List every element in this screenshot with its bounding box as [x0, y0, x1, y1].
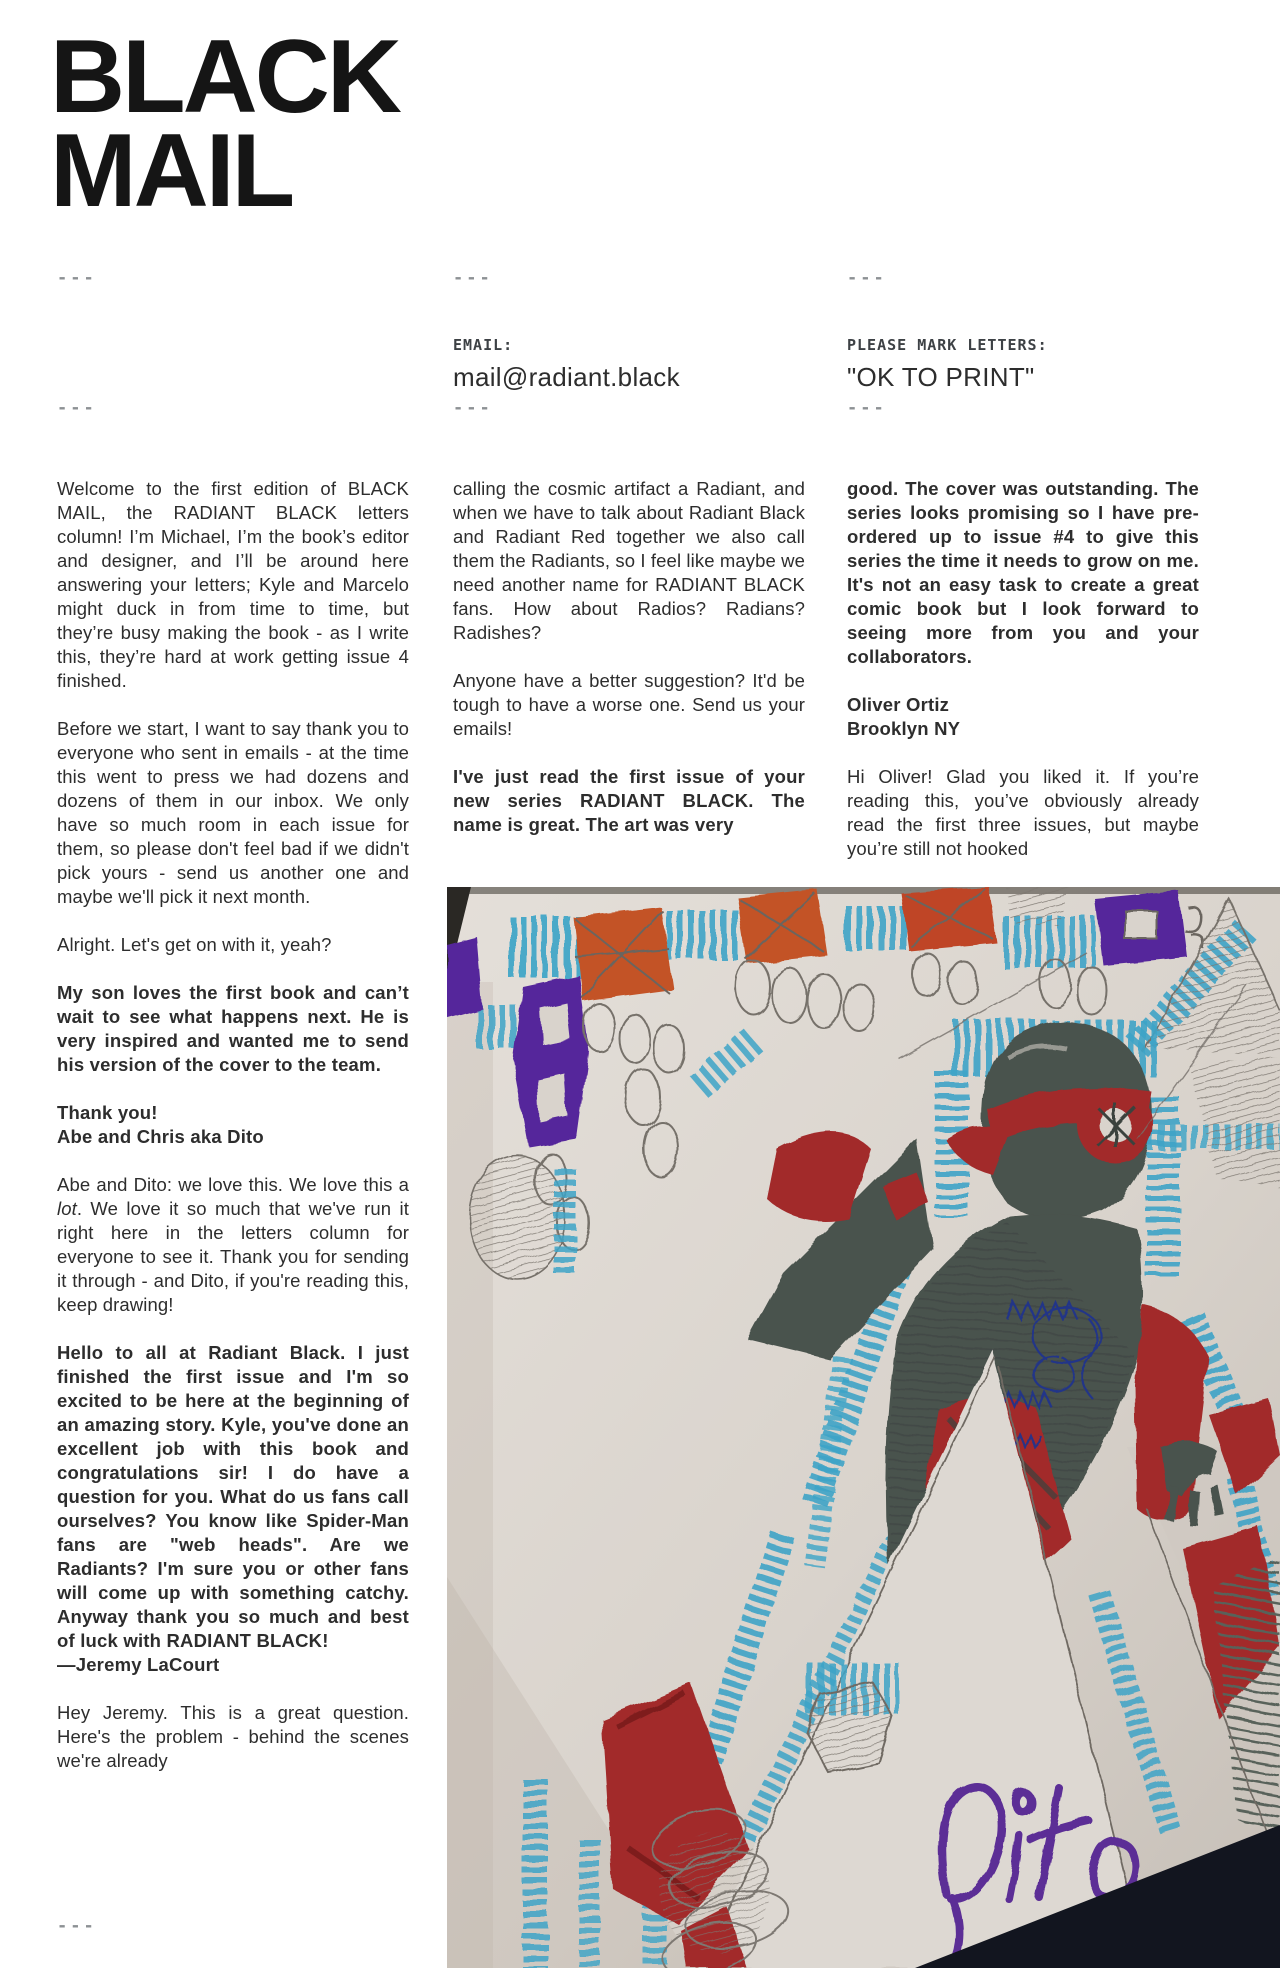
separator-dashes: ---	[57, 268, 97, 288]
letters-column-2	[453, 477, 805, 837]
paragraph: good. The cover was outstanding. The series looks promising so I have pre-ordered up to issue #4 to give this series the time it needs to grow on me. It's not an easy task to create a great comic book but I look forward to seeing more from you and your collaborators.	[847, 478, 1199, 667]
paragraph: calling the cosmic artifact a Radiant, and when we have to talk about Radiant Black and Radiant Red together we also call them the Radiants, so I feel like maybe we need another name for RADIANT BLACK fans. How about Radios? Radians? Radishes?	[453, 478, 805, 643]
separator-dashes: ---	[57, 398, 97, 418]
page-title-line2: MAIL	[50, 113, 293, 229]
paragraph: Thank you!	[57, 1102, 158, 1123]
paragraph: Anyone have a better suggestion? It'd be tough to have a worse one. Send us your emails!	[453, 670, 805, 739]
mark-letters-label: PLEASE MARK LETTERS:	[847, 336, 1048, 354]
paragraph: Alright. Let's get on with it, yeah?	[57, 934, 332, 955]
paragraph: Welcome to the first edition of BLACK MAIL, the RADIANT BLACK letters column! I’m Michael, I’m the book’s editor and designer, and I’ll be around here answering your letters; Kyle and Marcelo might duck in from time to time, but they’re busy making the book - as I write this, they’re hard at work getting issue 4 finished.	[57, 478, 409, 691]
fan-drawing-illustration	[447, 887, 1280, 1968]
paragraph: —Jeremy LaCourt	[57, 1654, 220, 1675]
paragraph: Hi Oliver! Glad you liked it. If you’re reading this, you’ve obviously already read the first three issues, but maybe you’re still not hooked	[847, 766, 1199, 859]
separator-dashes: ---	[453, 268, 493, 288]
email-address: mail@radiant.black	[453, 362, 680, 392]
paragraph: Oliver Ortiz	[847, 694, 950, 715]
paragraph: Before we start, I want to say thank you to everyone who sent in emails - at the time this went to press we had dozens and dozens of them in our inbox. We only have so much room in each issue for them, so please don't feel bad if we didn't pick yours - send us another one and maybe we'll pick it next month.	[57, 718, 409, 907]
separator-dashes: ---	[453, 398, 493, 418]
fan-drawing-photo	[447, 887, 1280, 1968]
page-title	[50, 19, 399, 229]
email-label: EMAIL:	[453, 336, 514, 354]
page-title-line1: BLACK	[50, 19, 399, 135]
paragraph: My son loves the first book and can’t wait to see what happens next. He is very inspired and wanted me to send his version of the cover to the team.	[57, 982, 409, 1075]
separator-dashes: ---	[847, 398, 887, 418]
letters-column-1	[57, 477, 409, 1773]
paragraph: I've just read the first issue of your new series RADIANT BLACK. The name is great. The art was very	[453, 766, 805, 835]
separator-dashes: ---	[57, 1916, 97, 1936]
paragraph: Abe and Chris aka Dito	[57, 1126, 264, 1147]
paragraph: Hey Jeremy. This is a great question. Here's the problem - behind the scenes we're already	[57, 1702, 409, 1771]
separator-dashes: ---	[847, 268, 887, 288]
paragraph: Abe and Dito: we love this. We love this a lot. We love it so much that we've run it right here in the letters column for everyone to see it. Thank you for sending it through - and Dito, if you're reading this, keep drawing!	[57, 1174, 409, 1315]
paragraph: Hello to all at Radiant Black. I just finished the first issue and I'm so excited to be here at the beginning of an amazing story. Kyle, you've done an excellent job with this book and congratulations sir! I do have a question for you. What do us fans call ourselves? You know like Spider-Man fans are "web heads". Are we Radiants? I'm sure you or other fans will come up with something catchy. Anyway thank you so much and best of luck with RADIANT BLACK!	[57, 1342, 409, 1651]
paragraph: Brooklyn NY	[847, 718, 961, 739]
letters-column-3	[847, 477, 1199, 861]
mark-letters-value: "OK TO PRINT"	[847, 362, 1035, 392]
